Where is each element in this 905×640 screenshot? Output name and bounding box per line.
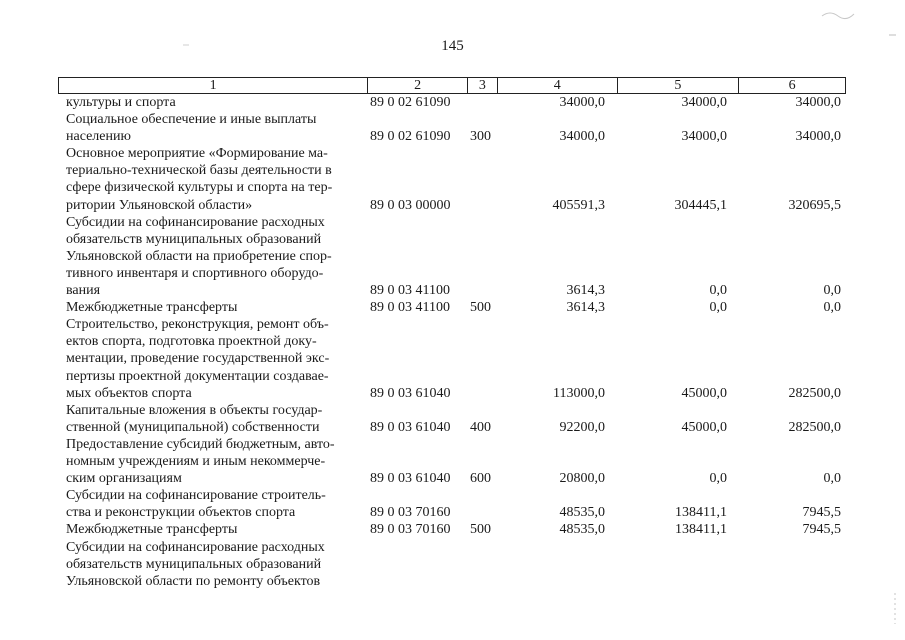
row-value-col5: 0,0 xyxy=(709,471,727,487)
row-value-col6: 0,0 xyxy=(823,283,841,299)
row-name xyxy=(66,145,362,213)
row-value-col4: 34000,0 xyxy=(559,95,605,110)
row-name xyxy=(66,487,362,521)
scan-mark-icon xyxy=(182,42,192,48)
row-code: 89 0 03 61040 xyxy=(370,471,451,487)
row-name-line: ритории Ульяновской области» xyxy=(66,197,253,213)
row-value-col4: 92200,0 xyxy=(559,419,605,435)
row-name-line: ственной (муниципальной) собственности xyxy=(66,419,320,435)
row-vr: 300 xyxy=(470,129,491,145)
header-col-3: 3 xyxy=(468,78,498,93)
table-body xyxy=(0,94,905,590)
row-name xyxy=(66,539,362,590)
row-vr: 500 xyxy=(470,522,491,538)
row-value-col5: 138411,1 xyxy=(675,522,727,538)
header-col-2: 2 xyxy=(368,78,468,93)
row-value-col4: 34000,0 xyxy=(559,129,605,145)
row-value-col6: 320695,5 xyxy=(788,197,841,213)
row-value-col6: 0,0 xyxy=(823,471,841,487)
row-name-line: Ульяновской области на приобретение спор- xyxy=(66,248,332,264)
row-name-line: Субсидии на софинансирование строитель- xyxy=(66,488,326,504)
row-value-col5: 304445,1 xyxy=(674,197,727,213)
row-value-col4: 113000,0 xyxy=(553,385,605,401)
table-row xyxy=(0,521,905,538)
row-name xyxy=(66,402,362,436)
row-name xyxy=(66,436,362,487)
row-code: 89 0 02 61090 xyxy=(370,95,451,110)
row-name-line: Субсидии на софинансирование расходных xyxy=(66,214,325,230)
row-value-col6: 282500,0 xyxy=(788,419,841,435)
row-name-line: Предоставление субсидий бюджетным, авто- xyxy=(66,436,335,452)
row-name-line: Межбюджетные трансферты xyxy=(66,300,238,316)
row-value-col5: 34000,0 xyxy=(681,129,727,145)
table-row xyxy=(0,214,905,300)
header-col-6: 6 xyxy=(788,78,796,93)
row-name-line: вания xyxy=(66,283,101,299)
row-name-line: ектов спорта, подготовка проектной доку- xyxy=(66,334,317,350)
table-row xyxy=(0,487,905,521)
row-value-col6: 0,0 xyxy=(823,300,841,316)
row-name xyxy=(66,521,362,538)
scan-mark-icon xyxy=(820,8,860,24)
header-col-5: 5 xyxy=(618,78,740,93)
row-code: 89 0 03 61040 xyxy=(370,419,451,435)
row-name-line: обязательств муниципальных образований xyxy=(66,556,322,572)
row-name xyxy=(66,214,362,299)
row-name-line: номным учреждениям и иным некоммерче- xyxy=(66,454,326,470)
table-row xyxy=(0,316,905,402)
row-name-line: Капитальные вложения в объекты государ- xyxy=(66,402,323,418)
row-name-line: обязательств муниципальных образований xyxy=(66,231,322,247)
row-value-col5: 138411,1 xyxy=(675,505,727,521)
row-name xyxy=(66,299,362,316)
row-name-line: населению xyxy=(66,129,131,145)
scan-mark-icon xyxy=(892,592,898,626)
row-value-col6: 7945,5 xyxy=(802,505,841,521)
row-name-line: Межбюджетные трансферты xyxy=(66,522,238,538)
row-value-col5: 45000,0 xyxy=(681,385,727,401)
table-header xyxy=(58,77,846,94)
scan-mark-icon xyxy=(888,30,898,40)
row-name-line: сфере физической культуры и спорта на тер- xyxy=(66,180,333,196)
row-name-line: тивного инвентаря и спортивного оборудо- xyxy=(66,265,324,281)
row-value-col5: 34000,0 xyxy=(681,95,727,110)
row-value-col5: 0,0 xyxy=(709,283,727,299)
row-vr: 600 xyxy=(470,471,491,487)
row-value-col6: 7945,5 xyxy=(802,522,841,538)
row-value-col4: 20800,0 xyxy=(559,471,605,487)
row-vr: 400 xyxy=(470,419,491,435)
row-vr: 500 xyxy=(470,300,491,316)
row-name-line: мых объектов спорта xyxy=(66,385,192,401)
row-name xyxy=(66,94,362,111)
row-name-line: ским организациям xyxy=(66,471,182,487)
row-code: 89 0 03 61040 xyxy=(370,385,451,401)
row-value-col4: 48535,0 xyxy=(559,505,605,521)
table-row xyxy=(0,402,905,436)
row-name-line: Ульяновской области по ремонту объектов xyxy=(66,573,321,589)
row-value-col4: 3614,3 xyxy=(566,300,605,316)
row-name xyxy=(66,316,362,401)
row-name-line: Субсидии на софинансирование расходных xyxy=(66,539,325,555)
row-value-col4: 3614,3 xyxy=(566,283,605,299)
row-value-col6: 282500,0 xyxy=(788,385,841,401)
row-name-line: культуры и спорта xyxy=(66,95,176,110)
row-value-col4: 48535,0 xyxy=(559,522,605,538)
row-name-line: Строительство, реконструкция, ремонт объ- xyxy=(66,317,329,333)
row-name-line: ства и реконструкции объектов спорта xyxy=(66,505,296,521)
header-col-4: 4 xyxy=(498,78,618,93)
table-row xyxy=(0,94,905,111)
row-code: 89 0 03 41100 xyxy=(370,283,450,299)
row-name-line: териально-технической базы деятельности в xyxy=(66,163,332,179)
row-name-line: ментации, проведение государственной экс- xyxy=(66,351,330,367)
row-name-line: Основное мероприятие «Формирование ма- xyxy=(66,146,328,162)
row-code: 89 0 03 00000 xyxy=(370,197,451,213)
row-value-col5: 45000,0 xyxy=(681,419,727,435)
row-value-col6: 34000,0 xyxy=(795,95,841,110)
table-row xyxy=(0,436,905,487)
row-value-col4: 405591,3 xyxy=(552,197,605,213)
page-number: 145 xyxy=(441,38,464,54)
row-code: 89 0 03 41100 xyxy=(370,300,450,316)
row-value-col6: 34000,0 xyxy=(795,129,841,145)
table-row xyxy=(0,539,905,590)
row-name xyxy=(66,111,362,145)
row-value-col5: 0,0 xyxy=(709,300,727,316)
table-row xyxy=(0,145,905,213)
row-code: 89 0 03 70160 xyxy=(370,505,451,521)
header-col-1: 1 xyxy=(59,78,368,93)
table-row xyxy=(0,299,905,316)
row-code: 89 0 03 70160 xyxy=(370,522,451,538)
table-row xyxy=(0,111,905,145)
row-code: 89 0 02 61090 xyxy=(370,129,451,145)
row-name-line: Социальное обеспечение и иные выплаты xyxy=(66,112,317,128)
row-name-line: пертизы проектной документации создавае- xyxy=(66,368,329,384)
